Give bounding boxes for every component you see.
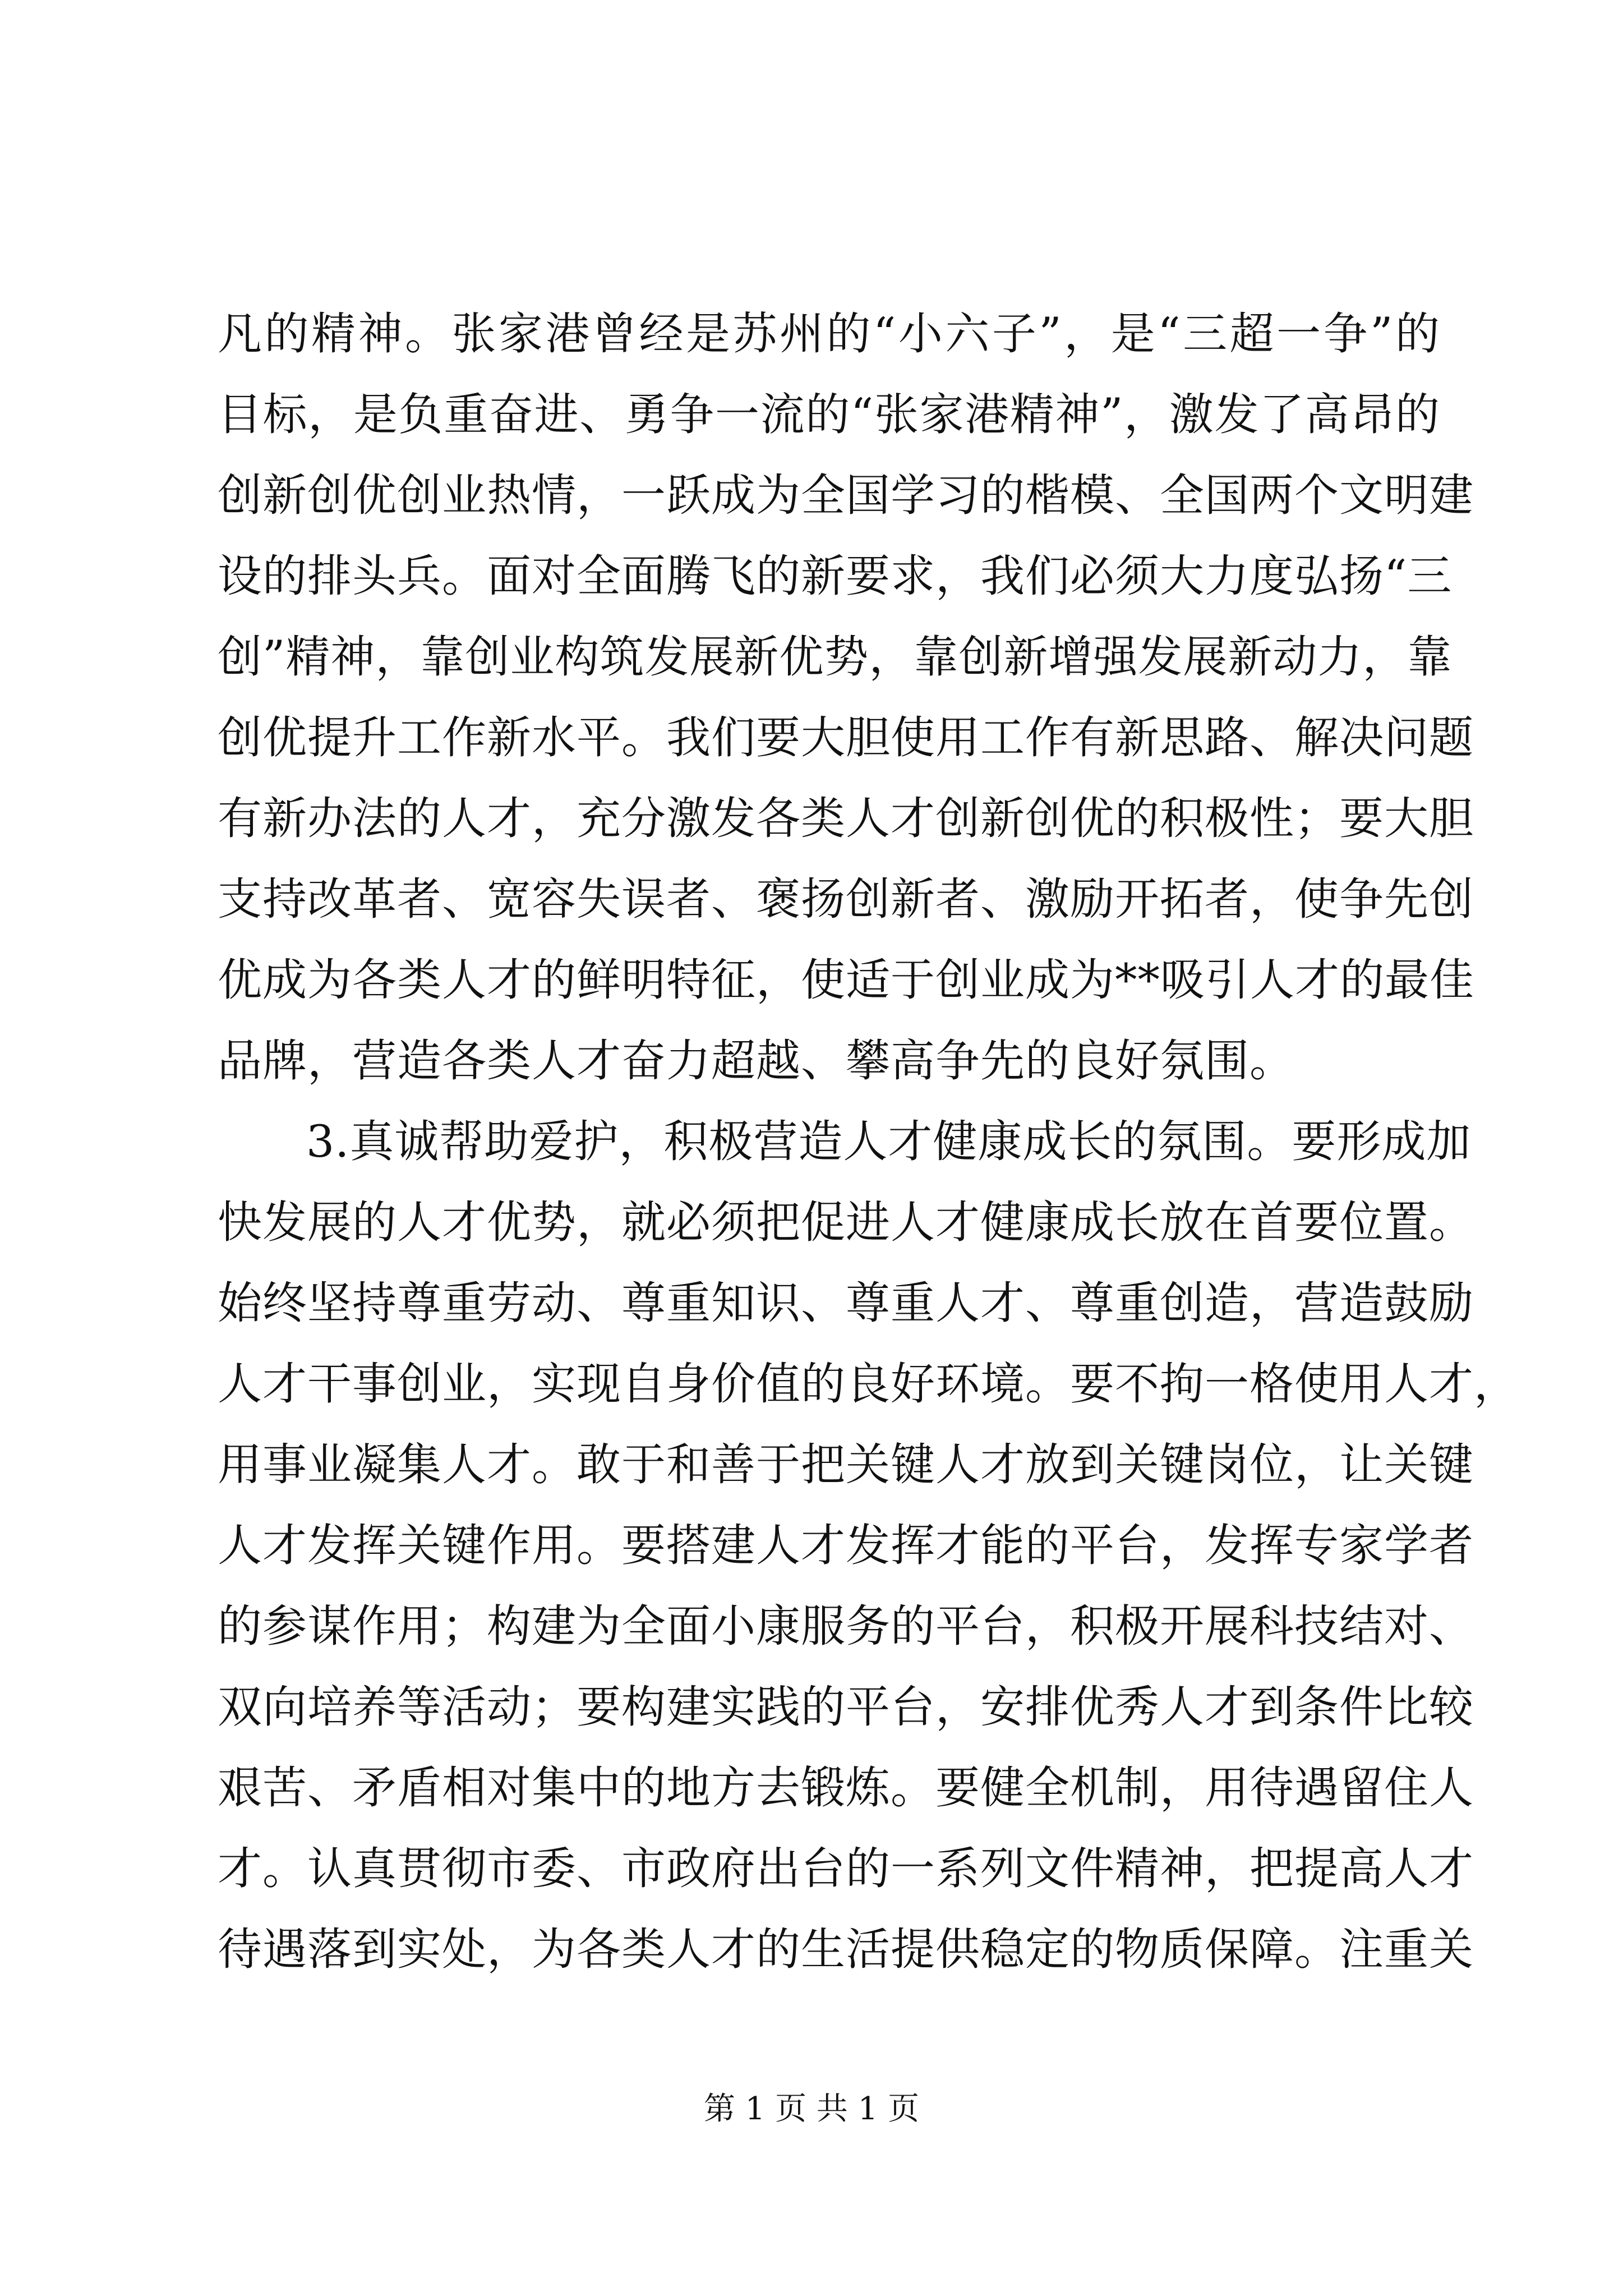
text-line: 目标，是负重奋进、勇争一流的“张家港精神”，激发了高昂的 [218,389,1440,440]
text-line: 人才干事创业，实现自身价值的良好环境。要不拘一格使用人才， [218,1358,1519,1410]
text-line: 用事业凝集人才。敢于和善于把关键人才放到关键岗位，让关键 [218,1439,1474,1490]
page-number: 第 1 页 共 1 页 [703,2091,920,2127]
text-line: 待遇落到实处，为各类人才的生活提供稳定的物质保障。注重关 [218,1924,1474,1975]
text-line: 支持改革者、宽容失误者、褒扬创新者、激励开拓者，使争先创 [218,873,1474,925]
text-line: 优成为各类人才的鲜明特征，使适于创业成为**吸引人才的最佳 [218,954,1474,1006]
paragraph-1 [218,293,1474,1101]
text-line: 创”精神，靠创业构筑发展新优势，靠创新增强发展新动力，靠 [218,631,1453,683]
text-line: 创优提升工作新水平。我们要大胆使用工作有新思路、解决问题 [218,712,1474,763]
text-line: 创新创优创业热情，一跃成为全国学习的楷模、全国两个文明建 [218,470,1474,521]
text-line: 艰苦、矛盾相对集中的地方去锻炼。要健全机制，用待遇留住人 [218,1762,1474,1814]
text-line: 凡的精神。张家港曾经是苏州的“小六子”，是“三超一争”的 [218,308,1440,360]
text-line: 才。认真贯彻市委、市政府出台的一系列文件精神，把提高人才 [218,1843,1474,1894]
text-line: 3.真诚帮助爱护，积极营造人才健康成长的氛围。要形成加 [306,1116,1472,1167]
text-line: 快发展的人才优势，就必须把促进人才健康成长放在首要位置。 [218,1197,1474,1248]
text-line: 的参谋作用；构建为全面小康服务的平台，积极开展科技结对、 [218,1600,1474,1652]
text-line: 有新办法的人才，充分激发各类人才创新创优的积极性；要大胆 [218,793,1474,844]
document-body [218,293,1519,1990]
text-line: 人才发挥关键作用。要搭建人才发挥才能的平台，发挥专家学者 [218,1520,1474,1571]
text-line: 双向培养等活动；要构建实践的平台，安排优秀人才到条件比较 [218,1681,1474,1733]
paragraph-2 [218,1101,1519,1990]
text-line: 始终坚持尊重劳动、尊重知识、尊重人才、尊重创造，营造鼓励 [218,1277,1474,1329]
page-footer [0,2087,1623,2132]
text-line: 品牌，营造各类人才奋力超越、攀高争先的良好氛围。 [218,1035,1294,1087]
text-line: 设的排头兵。面对全面腾飞的新要求，我们必须大力度弘扬“三 [218,550,1453,602]
